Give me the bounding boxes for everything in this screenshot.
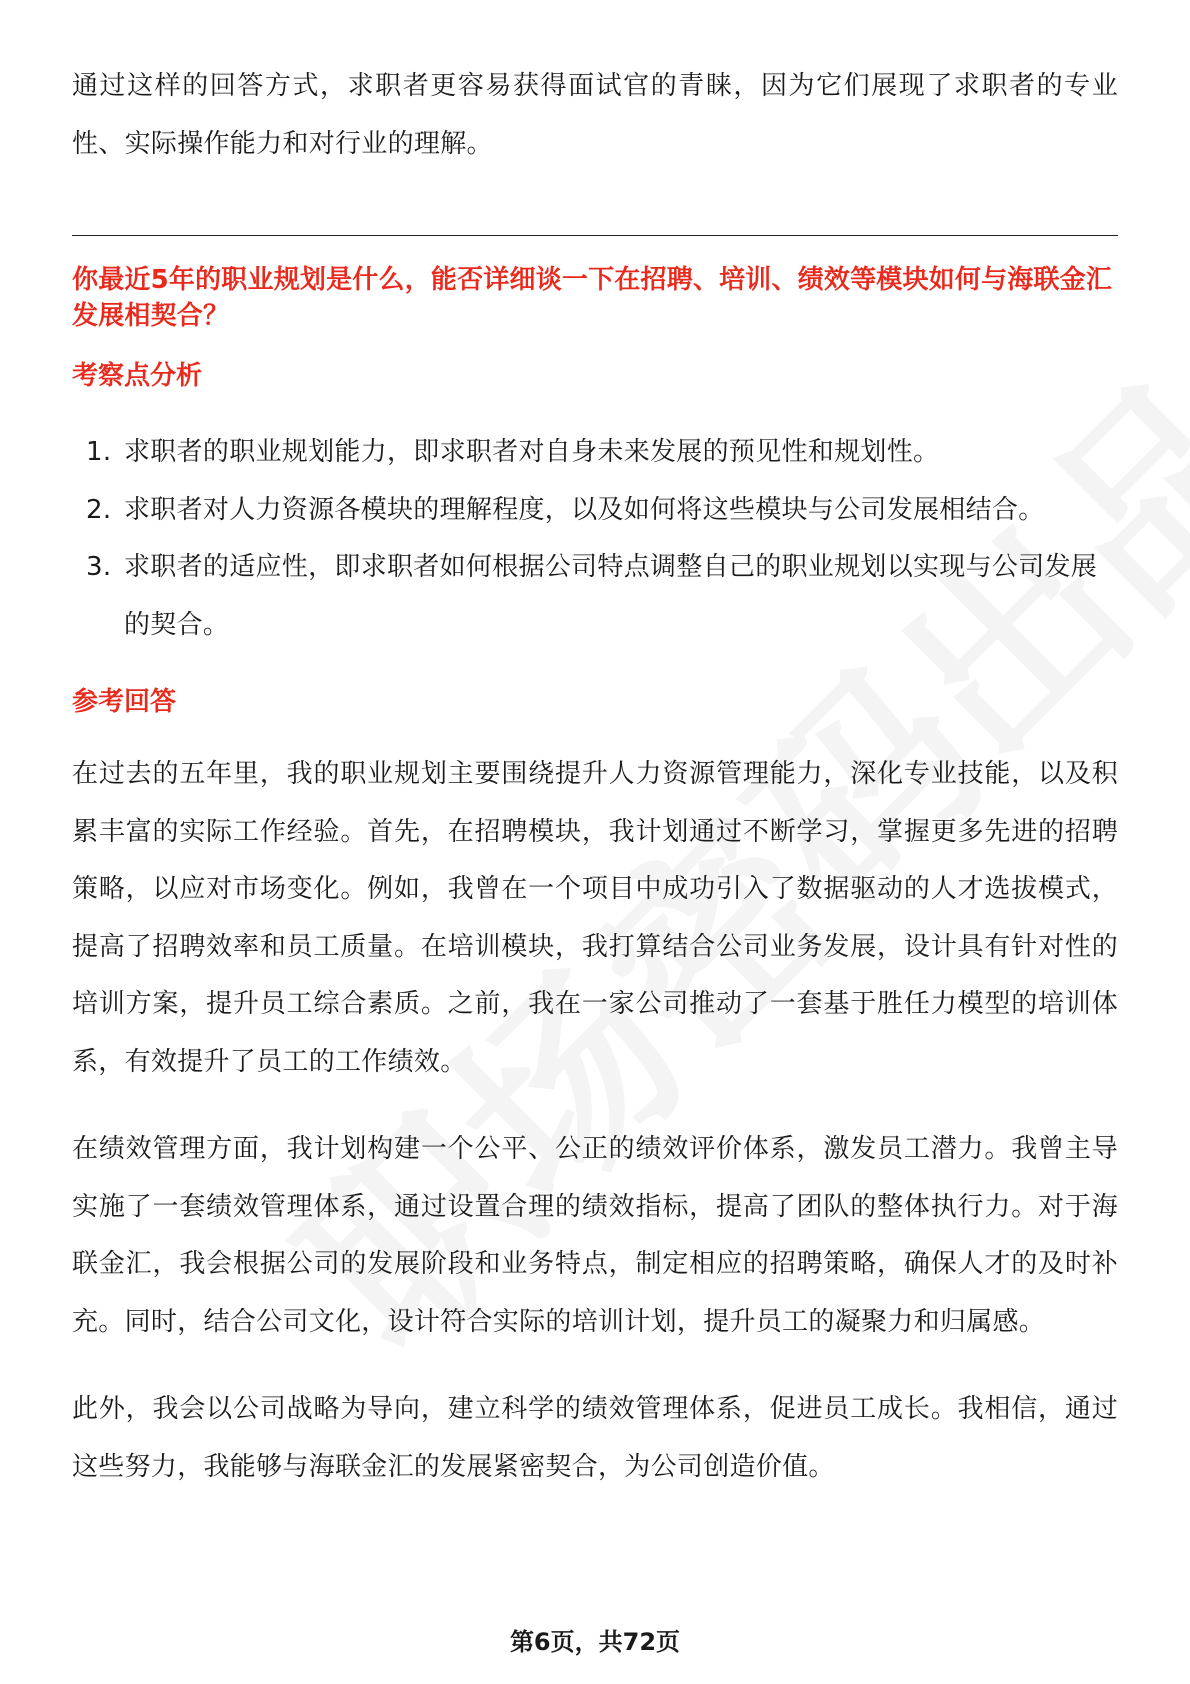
list-item-text: 求职者对人力资源各模块的理解程度，以及如何将这些模块与公司发展相结合。 bbox=[124, 494, 1045, 525]
list-number: 1. bbox=[86, 437, 112, 467]
analysis-list bbox=[72, 424, 1118, 654]
list-number: 3. bbox=[86, 552, 112, 582]
list-item-text: 求职者的职业规划能力，即求职者对自身未来发展的预见性和规划性。 bbox=[124, 437, 940, 467]
page-number: 第6页，共72页 bbox=[509, 1628, 681, 1656]
answer-paragraph: 在过去的五年里，我的职业规划主要围绕提升人力资源管理能力，深化专业技能，以及积累丰富的实际工作经验。首先，在招聘模块，我计划通过不断学习，掌握更多先进的招聘策略，以应对市场变化。例如，我曾在一个项目中成功引入了数据驱动的人才选拔模式，提高了招聘效率和员工质量。在培训模块，我打算结合公司业务发展，设计具有针对性的培训方案，提升员工综合素质。之前，我在一家公司推动了一套基于胜任力模型的培训体系，有效提升了员工的工作绩效。 bbox=[72, 759, 1118, 1077]
analysis-heading: 考察点分析 bbox=[72, 361, 203, 391]
list-item bbox=[72, 539, 1118, 654]
list-item bbox=[72, 424, 1118, 482]
list-number: 2. bbox=[86, 494, 112, 525]
list-item bbox=[72, 482, 1118, 540]
list-item-text: 求职者的适应性，即求职者如何根据公司特点调整自己的职业规划以实现与公司发展的契合。 bbox=[124, 552, 1098, 640]
answer-paragraph: 在绩效管理方面，我计划构建一个公平、公正的绩效评价体系，激发员工潜力。我曾主导实施了一套绩效管理体系，通过设置合理的绩效指标，提高了团队的整体执行力。对于海联金汇，我会根据公司的发展阶段和业务特点，制定相应的招聘策略，确保人才的及时补充。同时，结合公司文化，设计符合实际的培训计划，提升员工的凝聚力和归属感。 bbox=[72, 1134, 1118, 1337]
answer-paragraph: 此外，我会以公司战略为导向，建立科学的绩效管理体系，促进员工成长。我相信，通过这些努力，我能够与海联金汇的发展紧密契合，为公司创造价值。 bbox=[72, 1394, 1118, 1482]
interview-question: 你最近5年的职业规划是什么，能否详细谈一下在招聘、培训、绩效等模块如何与海联金汇发展相契合？ bbox=[72, 265, 1113, 331]
document-page bbox=[72, 58, 1118, 1496]
reference-heading: 参考回答 bbox=[72, 687, 177, 717]
section-divider bbox=[72, 235, 1118, 236]
intro-paragraph: 通过这样的回答方式，求职者更容易获得面试官的青睐，因为它们展现了求职者的专业性、实际操作能力和对行业的理解。 bbox=[72, 71, 1118, 159]
